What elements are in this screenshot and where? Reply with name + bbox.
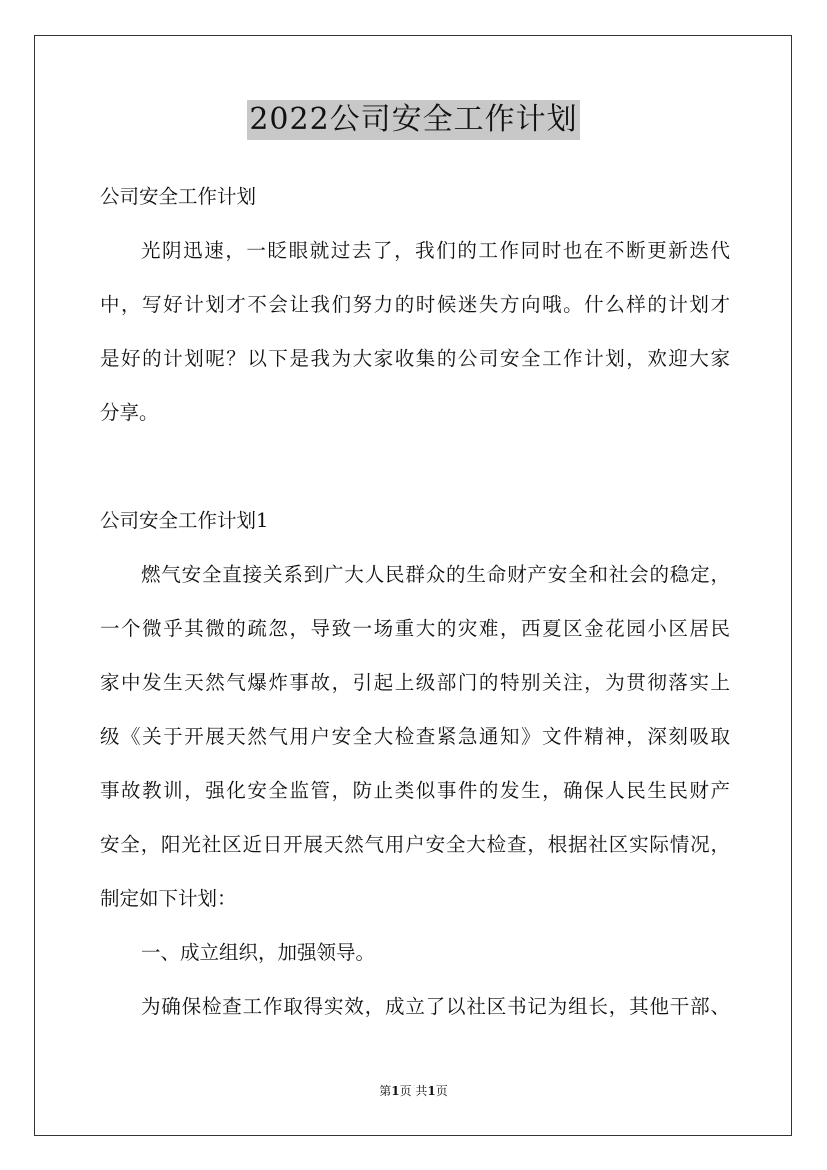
intro-heading: 公司安全工作计划 bbox=[100, 185, 257, 208]
footer-page-num: 1 bbox=[391, 1084, 400, 1098]
body-line-6: 安全，阳光社区近日开展天然气用户安全大检查，根据社区实际情况， bbox=[100, 833, 730, 856]
intro-line-1: 光阴迅速，一眨眼就过去了，我们的工作同时也在不断更新迭代 bbox=[140, 239, 730, 262]
document-body bbox=[100, 170, 730, 1034]
page-footer bbox=[0, 1083, 827, 1099]
section-1-heading: 一、成立组织，加强领导。 bbox=[140, 941, 375, 964]
body-line-7: 制定如下计划： bbox=[100, 887, 237, 910]
body-line-2: 一个微乎其微的疏忽，导致一场重大的灾难，西夏区金花园小区居民 bbox=[100, 617, 730, 640]
section-1-line-1: 为确保检查工作取得实效，成立了以社区书记为组长，其他干部、 bbox=[140, 995, 730, 1018]
body-line-1: 燃气安全直接关系到广大人民群众的生命财产安全和社会的稳定， bbox=[140, 563, 730, 586]
body-line-3: 家中发生天然气爆炸事故，引起上级部门的特别关注，为贯彻落实上 bbox=[100, 671, 730, 694]
blank-spacer bbox=[100, 440, 730, 494]
intro-line-2: 中，写好计划才不会让我们努力的时候迷失方向哦。什么样的计划才 bbox=[100, 293, 730, 316]
body-line-4: 级《关于开展天然气用户安全大检查紧急通知》文件精神，深刻吸取 bbox=[100, 725, 730, 748]
document-title[interactable]: 2022公司安全工作计划 bbox=[247, 100, 579, 140]
footer-page-mid: 页 共 bbox=[399, 1084, 428, 1098]
footer-page-prefix: 第 bbox=[379, 1084, 392, 1098]
body-line-5: 事故教训，强化安全监管，防止类似事件的发生，确保人民生民财产 bbox=[100, 779, 730, 802]
intro-line-3: 是好的计划呢？以下是我为大家收集的公司安全工作计划，欢迎大家 bbox=[100, 347, 730, 370]
intro-line-4: 分享。 bbox=[100, 401, 159, 424]
footer-page-suffix: 页 bbox=[435, 1084, 448, 1098]
plan-1-heading: 公司安全工作计划1 bbox=[100, 509, 269, 532]
footer-page-total: 1 bbox=[427, 1084, 436, 1098]
title-wrap bbox=[0, 100, 827, 140]
